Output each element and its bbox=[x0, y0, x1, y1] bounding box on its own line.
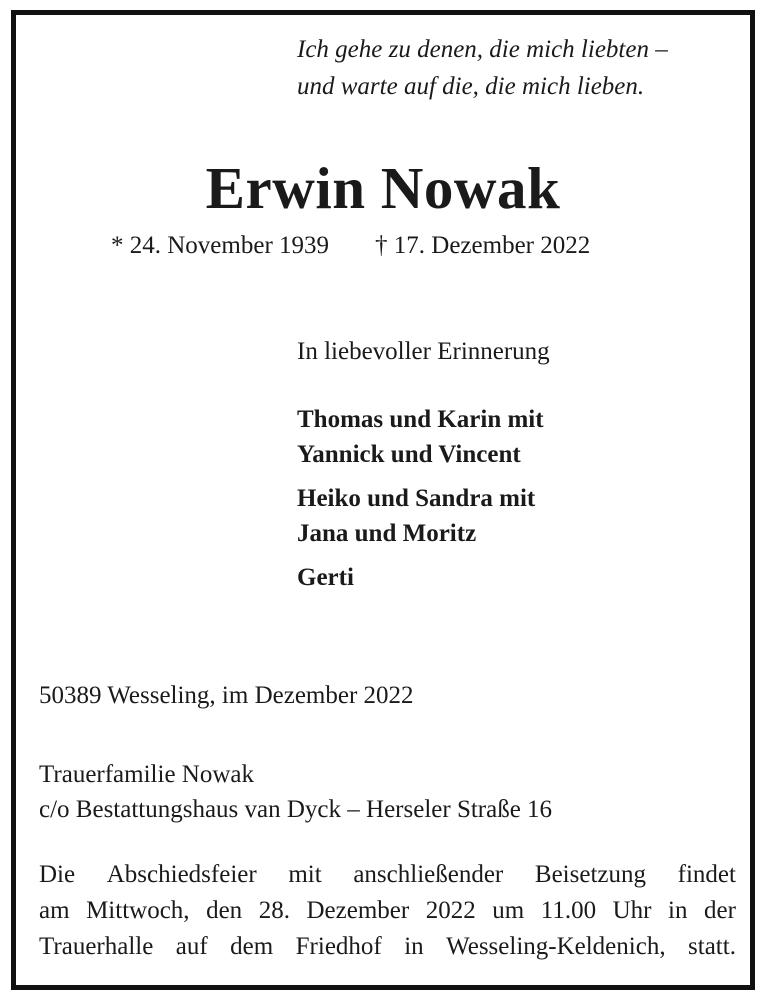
ceremony-line-1: Die Abschiedsfeier mit anschließender Beisetzung findet bbox=[39, 861, 736, 888]
birth-date: * 24. November 1939 bbox=[111, 232, 330, 259]
family-line: Jana und Moritz bbox=[297, 520, 477, 547]
family-group bbox=[297, 560, 544, 595]
family-line: Yannick und Vincent bbox=[297, 441, 521, 468]
family-group bbox=[297, 402, 544, 472]
deceased-name: Erwin Nowak bbox=[205, 155, 561, 221]
obituary-frame bbox=[11, 10, 755, 990]
ceremony-line-3: Trauerhalle auf dem Friedhof in Wesseling-Keldenich, statt. bbox=[39, 933, 736, 960]
remembrance-text: In liebevoller Erinnerung bbox=[297, 338, 550, 365]
life-dates bbox=[111, 229, 590, 263]
death-date: † 17. Dezember 2022 bbox=[375, 232, 591, 259]
family-list bbox=[297, 402, 544, 604]
contact-address bbox=[39, 757, 552, 827]
address-line-1: Trauerfamilie Nowak bbox=[39, 761, 254, 788]
family-line: Gerti bbox=[297, 564, 354, 591]
motto-line-1: Ich gehe zu denen, die mich liebten – bbox=[297, 36, 668, 63]
family-line: Heiko und Sandra mit bbox=[297, 485, 536, 512]
family-group bbox=[297, 481, 544, 551]
ceremony-notice bbox=[39, 857, 736, 965]
address-line-2: c/o Bestattungshaus van Dyck – Herseler Straße 16 bbox=[39, 796, 553, 823]
place-and-date: 50389 Wesseling, im Dezember 2022 bbox=[39, 682, 414, 709]
family-line: Thomas und Karin mit bbox=[297, 406, 544, 433]
motto-quote bbox=[297, 31, 668, 105]
motto-line-2: und warte auf die, die mich lieben. bbox=[297, 73, 645, 100]
ceremony-line-2: am Mittwoch, den 28. Dezember 2022 um 11.00 Uhr in der bbox=[39, 897, 736, 924]
